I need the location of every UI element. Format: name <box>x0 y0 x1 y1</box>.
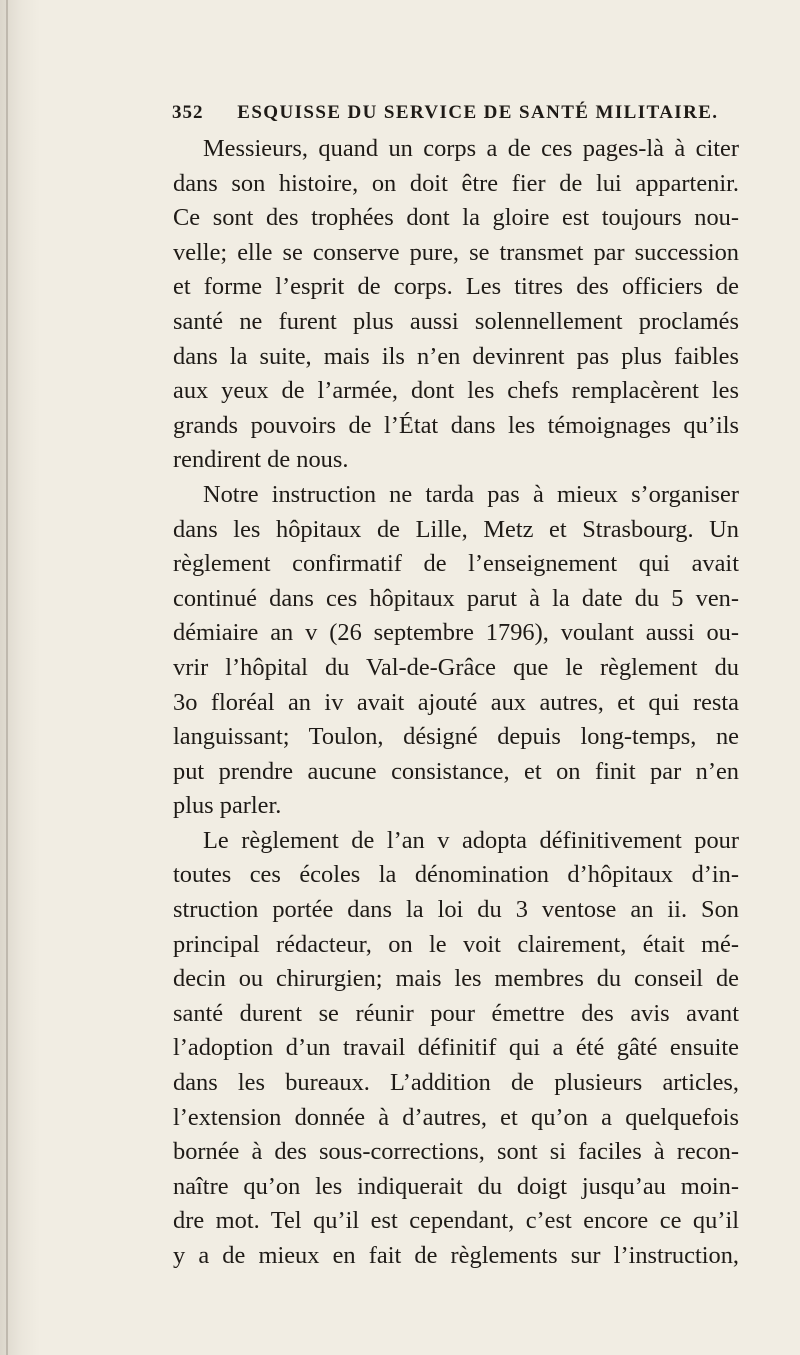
text-line: et forme l’esprit de corps. Les titres des officiers de <box>173 273 739 301</box>
text-line: Messieurs, quand un corps a de ces pages-là à citer <box>203 135 739 162</box>
text-line: naître qu’on les indiquerait du doigt jusqu’au moin- <box>173 1172 739 1200</box>
text-line: vrir l’hôpital du Val-de-Grâce que le règlement du <box>173 653 739 681</box>
text-line: velle; elle se conserve pure, se transmet par succession <box>173 238 739 266</box>
text-line: 3o floréal an iv avait ajouté aux autres, et qui resta <box>173 688 739 716</box>
text-line: bornée à des sous-corrections, sont si faciles à recon- <box>173 1138 739 1166</box>
text-line: struction portée dans la loi du 3 ventose an ii. Son <box>173 896 739 924</box>
text-line: Ce sont des trophées dont la gloire est toujours nou- <box>173 204 739 232</box>
page-number: 352 <box>172 102 204 123</box>
text-line: dans la suite, mais ils n’en devinrent pas plus faibles <box>173 342 739 370</box>
text-line: santé durent se réunir pour émettre des avis avant <box>173 999 739 1027</box>
running-title: ESQUISSE DU SERVICE DE SANTÉ MILITAIRE. <box>237 102 719 123</box>
text-line: dre mot. Tel qu’il est cependant, c’est encore ce qu’il <box>173 1207 739 1235</box>
text-line: put prendre aucune consistance, et on finit par n’en <box>173 757 739 785</box>
text-line: dans les hôpitaux de Lille, Metz et Strasbourg. Un <box>173 515 739 543</box>
text-line: Le règlement de l’an v adopta définitivement pour <box>203 826 739 854</box>
text-line: dans les bureaux. L’addition de plusieurs articles, <box>173 1069 739 1097</box>
page-header <box>172 102 719 124</box>
text-line: aux yeux de l’armée, dont les chefs remplacèrent les <box>173 377 739 405</box>
text-line: l’adoption d’un travail définitif qui a été gâté ensuite <box>173 1034 739 1062</box>
text-line: principal rédacteur, on le voit clairement, était mé- <box>173 930 739 958</box>
text-line: y a de mieux en fait de règlements sur l’instruction, <box>173 1242 739 1269</box>
text-line: languissant; Toulon, désigné depuis long-temps, ne <box>173 723 739 751</box>
text-line: démiaire an v (26 septembre 1796), voulant aussi ou- <box>173 619 739 647</box>
binding-gutter <box>6 0 8 1355</box>
text-line: l’extension donnée à d’autres, et qu’on a quelquefois <box>173 1103 739 1131</box>
body-text <box>173 132 739 1274</box>
text-line: rendirent de nous. <box>173 446 349 474</box>
text-line: dans son histoire, on doit être fier de lui appartenir. <box>173 169 739 197</box>
text-line: decin ou chirurgien; mais les membres du conseil de <box>173 965 739 993</box>
text-line: plus parler. <box>173 792 282 820</box>
text-line: toutes ces écoles la dénomination d’hôpitaux d’in- <box>173 861 739 889</box>
text-line: grands pouvoirs de l’État dans les témoignages qu’ils <box>173 411 739 439</box>
text-line: continué dans ces hôpitaux parut à la date du 5 ven- <box>173 584 739 612</box>
text-line: Notre instruction ne tarda pas à mieux s’organiser <box>203 480 739 508</box>
text-line: santé ne furent plus aussi solennellement proclamés <box>173 307 739 335</box>
text-line: règlement confirmatif de l’enseignement qui avait <box>173 550 739 578</box>
